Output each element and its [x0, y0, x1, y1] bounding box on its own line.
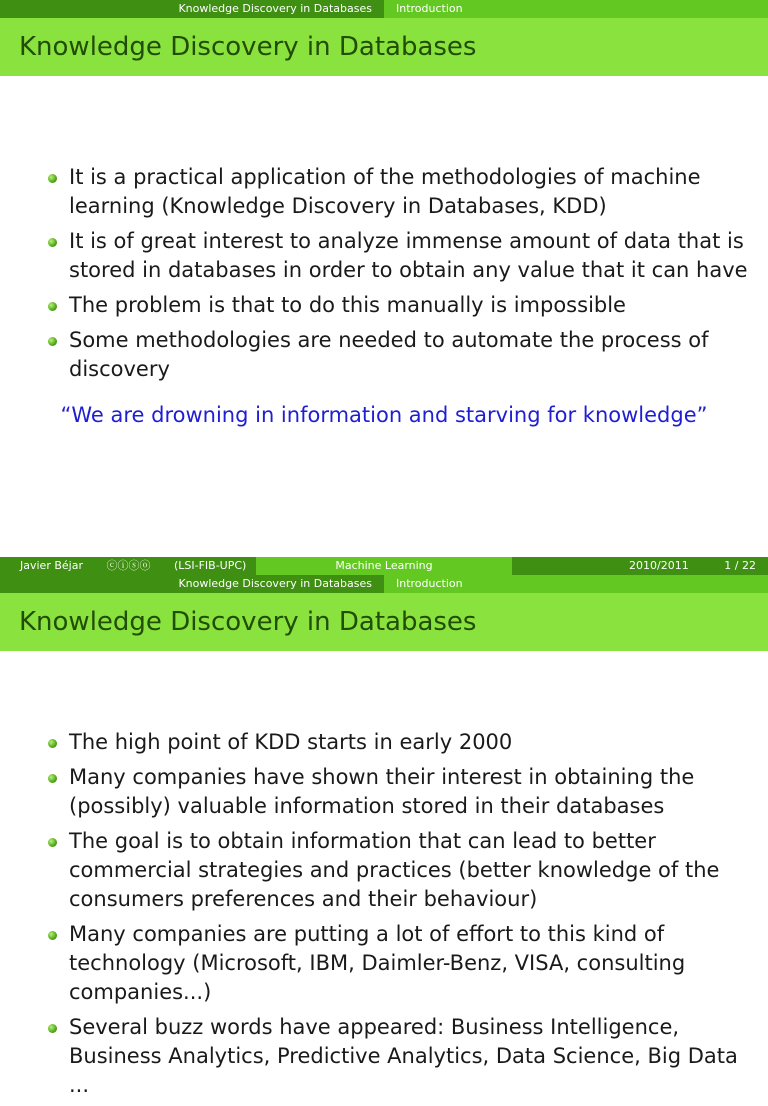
page-number[interactable]: 1 / 22: [724, 559, 756, 572]
bullet-icon: [48, 302, 57, 311]
cc-license-icon: ⓒⓘⓢⓞ: [106, 559, 151, 572]
quote: “We are drowning in information and starving for knowledge”: [60, 403, 708, 427]
list-item: The high point of KDD starts in early 2000: [48, 728, 760, 757]
nav-subsection-link[interactable]: Introduction: [384, 575, 768, 593]
list-item: The problem is that to do this manually is impossible: [48, 291, 760, 320]
list-item: It is a practical application of the methodologies of machine learning (Knowledge Discovery in Databases, KDD): [48, 163, 760, 221]
slide-title: Knowledge Discovery in Databases: [0, 18, 768, 76]
bullet-icon: [48, 174, 57, 183]
footer-bar: [0, 557, 768, 575]
nav-section-link[interactable]: Knowledge Discovery in Databases: [178, 2, 372, 15]
nav-bar: [0, 0, 768, 18]
nav-section-link[interactable]: Knowledge Discovery in Databases: [178, 577, 372, 590]
bullet-list: [48, 163, 760, 390]
bullet-icon: [48, 931, 57, 940]
slide-title: Knowledge Discovery in Databases: [0, 593, 768, 651]
list-item: It is of great interest to analyze immense amount of data that is stored in databases in order to obtain any value that it can have: [48, 227, 760, 285]
list-item: Several buzz words have appeared: Business Intelligence, Business Analytics, Predictive Analytics, Data Science, Big Data ...: [48, 1013, 760, 1100]
bullet-icon: [48, 838, 57, 847]
list-item: Many companies are putting a lot of effort to this kind of technology (Microsoft, IBM, Daimler-Benz, VISA, consulting companies...): [48, 920, 760, 1007]
bullet-list: [48, 728, 760, 1106]
footer-course-title: Machine Learning: [256, 557, 512, 575]
bullet-icon: [48, 1024, 57, 1033]
bullet-icon: [48, 337, 57, 346]
nav-subsection-link[interactable]: Introduction: [384, 0, 768, 18]
footer-date-page: [512, 557, 768, 575]
list-item: The goal is to obtain information that can lead to better commercial strategies and practices (better knowledge of the consumers preferences and their behaviour): [48, 827, 760, 914]
list-item: Some methodologies are needed to automate the process of discovery: [48, 326, 760, 384]
footer-date: 2010/2011: [629, 559, 689, 572]
bullet-icon: [48, 238, 57, 247]
bullet-icon: [48, 739, 57, 748]
list-item: Many companies have shown their interest in obtaining the (possibly) valuable information stored in their databases: [48, 763, 760, 821]
bullet-icon: [48, 774, 57, 783]
nav-bar: [0, 575, 768, 593]
slide-2: [0, 575, 768, 1097]
footer-author: Javier Béjar ⓒⓘⓢⓞ (LSI-FIB-UPC): [0, 557, 256, 575]
